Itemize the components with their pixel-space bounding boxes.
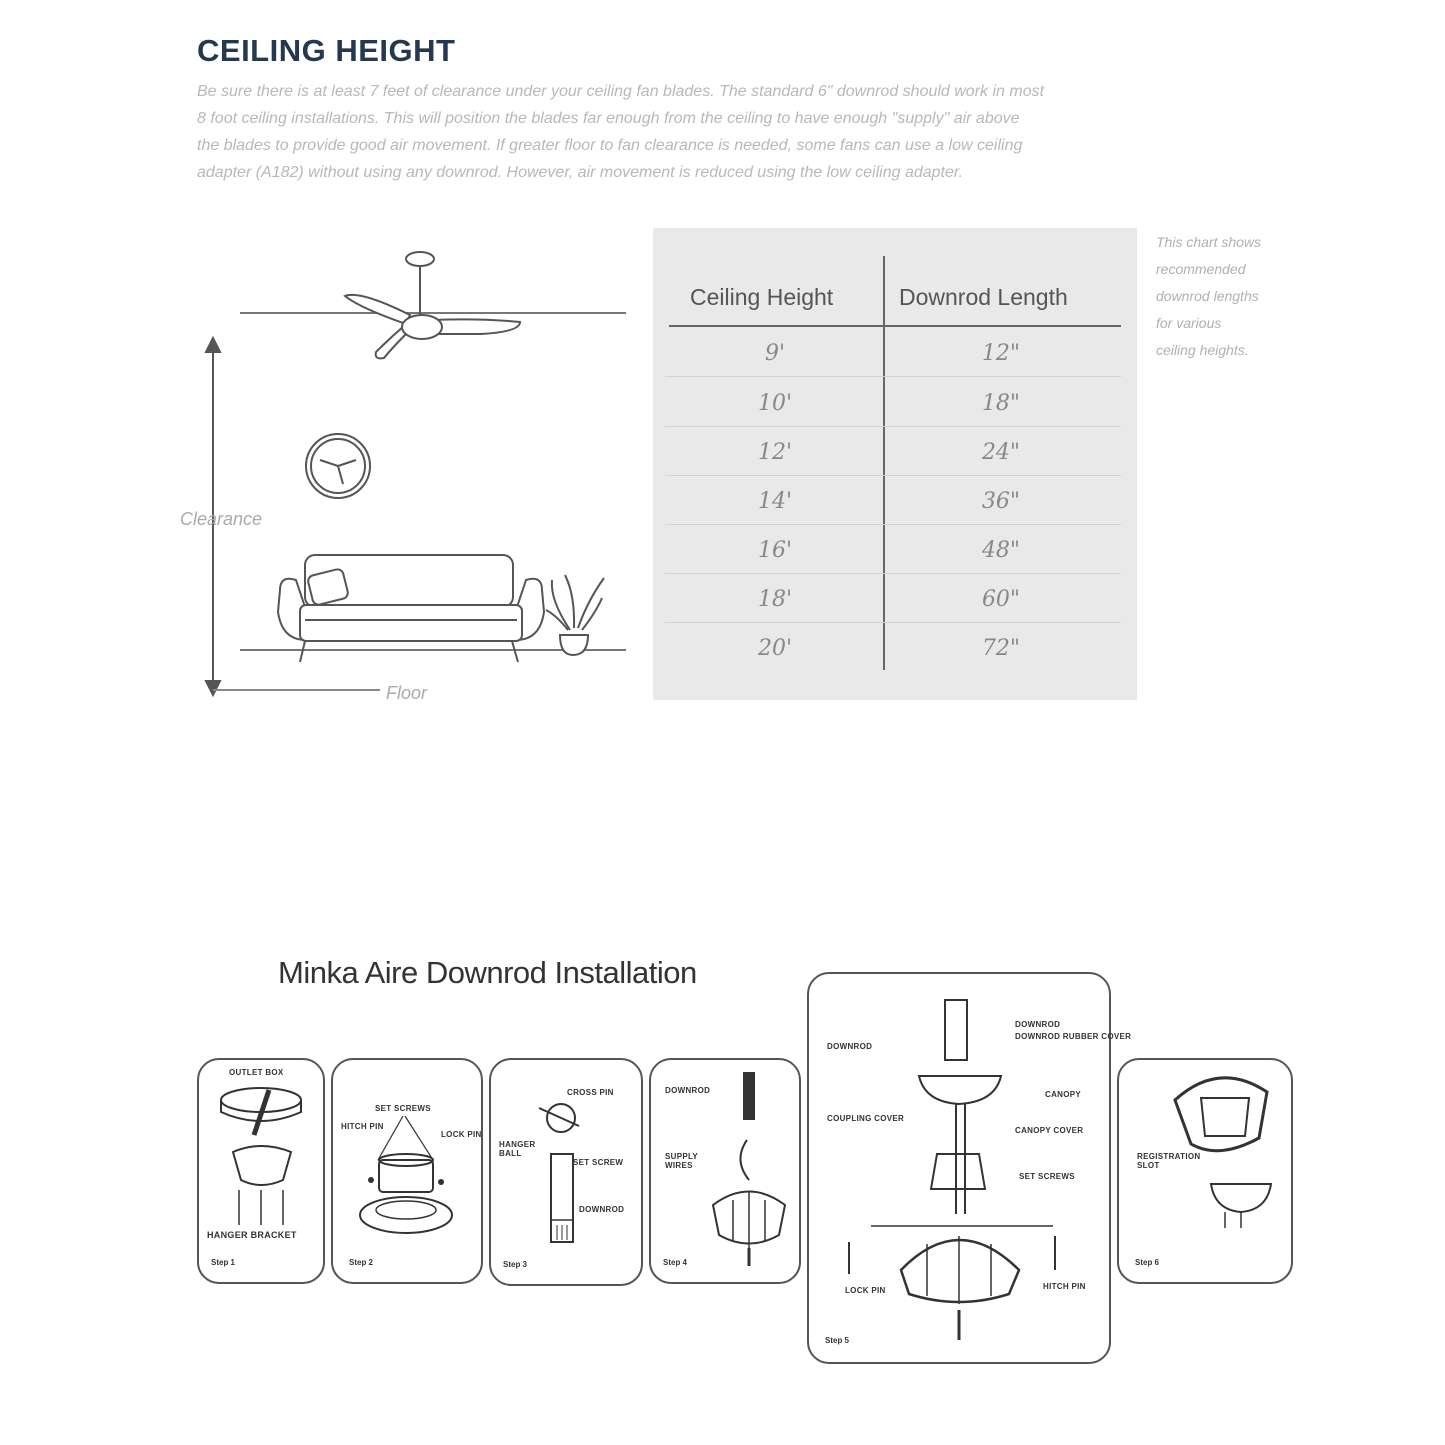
supply-wires-diagram-icon: [651, 1060, 799, 1282]
table-row-line: [665, 426, 1121, 427]
install-step-6-panel: [1117, 1058, 1293, 1284]
table-cell: 18': [757, 587, 793, 612]
plant-icon: [546, 575, 604, 655]
wall-clock-icon: [306, 434, 370, 498]
table-row-line: [665, 622, 1121, 623]
clearance-label: Clearance: [180, 509, 263, 529]
table-row-line: [665, 475, 1121, 476]
table-cell: 10': [757, 391, 793, 416]
callout-label: CROSS PIN: [567, 1088, 614, 1097]
table-row-line: [665, 376, 1121, 377]
table-header-downrod-length: Downrod Length: [899, 284, 1068, 310]
hanger-ball-diagram-icon: [491, 1060, 641, 1284]
install-step-4-panel: [649, 1058, 801, 1284]
table-cell: 9': [764, 341, 786, 366]
callout-label: SET SCREW: [573, 1158, 624, 1167]
callout-label: COUPLING COVER: [827, 1114, 905, 1123]
callout-label: DOWNROD RUBBER COVER: [1015, 1032, 1132, 1041]
callout-label: HANGER BRACKET: [207, 1230, 297, 1240]
table-row-line: [665, 573, 1121, 574]
install-step-5-panel: [807, 972, 1132, 1364]
step-number: Step 4: [663, 1258, 688, 1267]
callout-label: HANGER BALL: [499, 1140, 536, 1158]
table-column-divider: [883, 256, 885, 670]
table-row-line: [665, 524, 1121, 525]
callout-label: OUTLET BOX: [229, 1068, 284, 1077]
callout-label: DOWNROD: [579, 1205, 625, 1214]
sidenote-line: ceiling heights.: [1156, 342, 1249, 358]
table-cell: 60": [981, 587, 1021, 612]
install-step-3-panel: [489, 1058, 643, 1286]
table-cell: 12': [757, 440, 793, 465]
outlet-box-diagram-icon: [199, 1060, 323, 1282]
callout-label: SUPPLY WIRES: [665, 1152, 698, 1170]
table-cell: 36": [981, 489, 1021, 514]
intro-line: 8 foot ceiling installations. This will position the blades far enough from the ceiling to have enough "supply" air above: [197, 110, 1020, 127]
sofa-icon: [278, 555, 544, 662]
table-cell: 72": [981, 636, 1021, 661]
callout-label: SET SCREWS: [1019, 1172, 1075, 1181]
intro-line: the blades to provide good air movement. If greater floor to fan clearance is needed, some fans can use a low ceiling: [197, 137, 1023, 154]
step-number: Step 2: [349, 1258, 374, 1267]
table-cell: 18": [981, 391, 1021, 416]
callout-label: SET SCREWS: [375, 1104, 431, 1113]
step-number: Step 3: [503, 1260, 528, 1269]
callout-label: REGISTRATION SLOT: [1137, 1152, 1201, 1170]
table-cell: 14': [757, 489, 793, 514]
intro-line: adapter (A182) without using any downrod. However, air movement is reduced using the low ceiling adapter.: [197, 164, 964, 181]
callout-label: DOWNROD: [1015, 1020, 1061, 1029]
callout-label: DOWNROD: [665, 1086, 711, 1095]
callout-label: CANOPY COVER: [1015, 1126, 1084, 1135]
sidenote-line: This chart shows: [1156, 234, 1262, 250]
sidenote-line: for various: [1156, 315, 1222, 331]
table-cell: 48": [981, 538, 1021, 563]
callout-label: CANOPY: [1045, 1090, 1082, 1099]
step-number: Step 6: [1135, 1258, 1160, 1267]
canopy-assembly-diagram-icon: [809, 974, 1109, 1362]
table-header-ceiling-height: Ceiling Height: [690, 284, 834, 310]
table-cell: 20': [757, 636, 793, 661]
installation-title: Minka Aire Downrod Installation: [278, 955, 697, 990]
callout-label: HITCH PIN: [1043, 1282, 1086, 1291]
ceiling-fan-icon: [345, 252, 520, 358]
table-cell: 12": [981, 341, 1021, 366]
callout-label: LOCK PIN: [845, 1286, 886, 1295]
page-title: CEILING HEIGHT: [197, 33, 456, 68]
intro-line: Be sure there is at least 7 feet of clearance under your ceiling fan blades. The standard 6" downrod should work in most: [197, 83, 1045, 100]
step-number: Step 5: [825, 1336, 850, 1345]
table-cell: 24": [981, 440, 1021, 465]
table-sidenote: [1156, 229, 1316, 364]
downrod-length-table: [653, 228, 1137, 700]
sidenote-line: downrod lengths: [1156, 288, 1259, 304]
install-step-2-panel: [331, 1058, 483, 1284]
light-kit-diagram-icon: [1119, 1060, 1291, 1282]
callout-label: LOCK PIN: [441, 1130, 482, 1139]
callout-label: DOWNROD: [827, 1042, 873, 1051]
table-cell: 16': [757, 538, 793, 563]
callout-label: HITCH PIN: [341, 1122, 384, 1131]
install-step-1-panel: [197, 1058, 325, 1284]
table-header-rule: [669, 325, 1121, 327]
floor-label: Floor: [386, 683, 428, 703]
set-screws-diagram-icon: [333, 1060, 481, 1282]
step-number: Step 1: [211, 1258, 236, 1267]
sidenote-line: recommended: [1156, 261, 1246, 277]
